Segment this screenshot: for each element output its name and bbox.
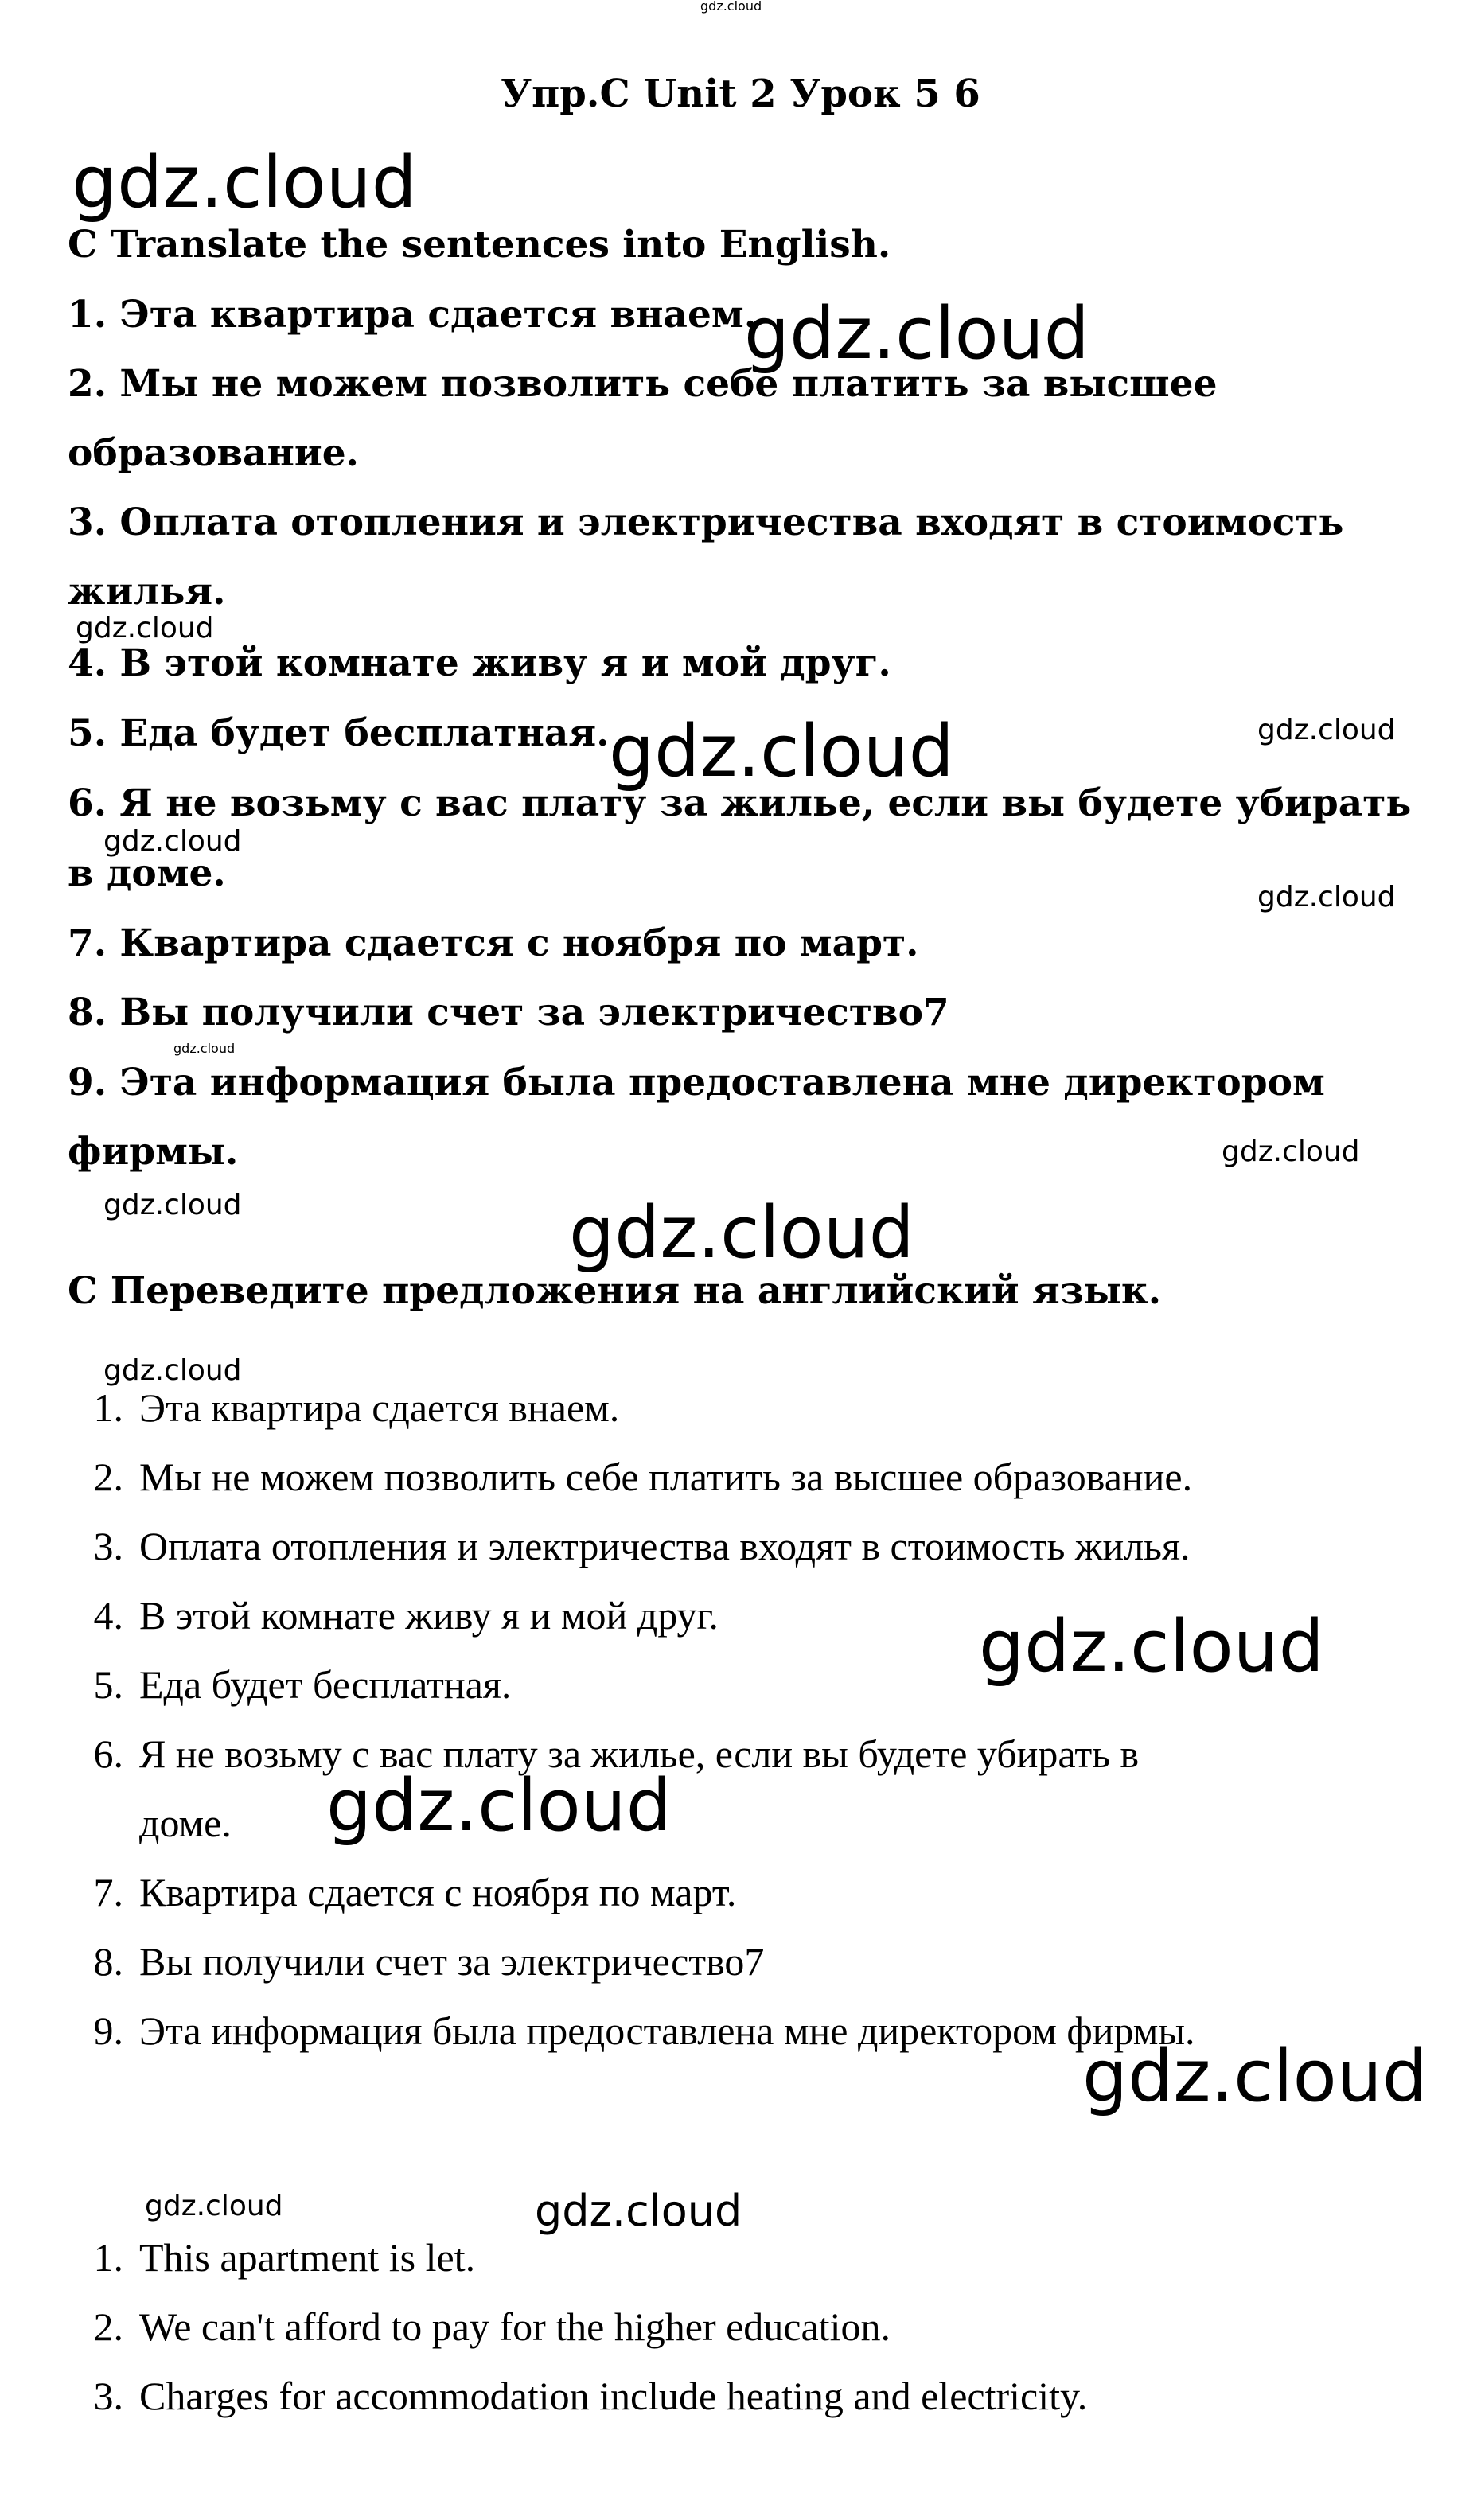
list-text: доме. [139, 1801, 232, 1845]
watermark: gdz.cloud [744, 292, 1089, 376]
exercise-line: фирмы. [68, 1130, 239, 1174]
list-number: 8. [93, 1939, 123, 1984]
watermark: gdz.cloud [569, 1191, 914, 1275]
list-text: Еда будет бесплатная. [139, 1662, 512, 1707]
list-text: We can't afford to pay for the higher education. [139, 2304, 891, 2349]
list-number: 5. [93, 1662, 123, 1707]
list-number: 6. [93, 1731, 123, 1776]
exercise-line: жилья. [68, 570, 226, 613]
watermark: gdz.cloud [103, 1189, 242, 1221]
exercise-line: 3. Оплата отопления и электричества входят в стоимость [68, 500, 1344, 544]
list-number: 4. [93, 1593, 123, 1638]
watermark: gdz.cloud [103, 825, 242, 858]
watermark: gdz.cloud [1257, 714, 1396, 746]
list-text: Я не возьму с вас плату за жилье, если вы будете убирать в [139, 1731, 1140, 1776]
exercise-line: 4. В этой комнате живу я и мой друг. [68, 641, 891, 685]
watermark: gdz.cloud [1082, 2035, 1428, 2118]
list-number: 1. [93, 1385, 123, 1430]
watermark: gdz.cloud [173, 1041, 236, 1056]
exercise-line: 2. Мы не можем позволить себе платить за высшее [68, 362, 1218, 406]
watermark: gdz.cloud [609, 710, 954, 793]
list-text: Оплата отопления и электричества входят в стоимость жилья. [139, 1524, 1191, 1568]
list-text: Charges for accommodation include heating and electricity. [139, 2374, 1088, 2418]
exercise-line: 6. Я не возьму с вас плату за жилье, если вы будете убирать [68, 781, 1412, 825]
exercise-line: 9. Эта информация была предоставлена мне директором [68, 1061, 1325, 1104]
list-text: Мы не можем позволить себе платить за высшее образование. [139, 1455, 1193, 1499]
list-text: Квартира сдается с ноября по март. [139, 1870, 737, 1914]
watermark: gdz.cloud [700, 0, 762, 14]
list-number: 1. [93, 2235, 123, 2280]
exercise-line: 1. Эта квартира сдается внаем. [68, 293, 758, 337]
watermark: gdz.cloud [103, 1354, 242, 1387]
exercise-line: 7. Квартира сдается с ноября по март. [68, 921, 919, 965]
list-text: В этой комнате живу я и мой друг. [139, 1593, 719, 1638]
watermark: gdz.cloud [535, 2186, 742, 2236]
exercise-line: в доме. [68, 851, 226, 895]
watermark: gdz.cloud [326, 1764, 672, 1848]
page-title: Упр.C Unit 2 Урок 5 6 [501, 72, 980, 116]
watermark: gdz.cloud [1222, 1135, 1360, 1168]
section-heading-ru: C Переведите предложения на английский язык. [68, 1269, 1162, 1313]
exercise-line: 5. Еда будет бесплатная. [68, 711, 610, 755]
watermark: gdz.cloud [145, 2190, 283, 2222]
list-number: 3. [93, 2374, 123, 2418]
list-number: 2. [93, 2304, 123, 2349]
watermark: gdz.cloud [76, 612, 214, 645]
exercise-line: образование. [68, 431, 359, 475]
list-number: 7. [93, 1870, 123, 1914]
watermark: gdz.cloud [979, 1605, 1324, 1688]
list-text: Эта квартира сдается внаем. [139, 1385, 620, 1430]
list-text: Эта информация была предоставлена мне директором фирмы. [139, 2008, 1195, 2053]
list-text: This apartment is let. [139, 2235, 476, 2280]
exercise-line: 8. Вы получили счет за электричество7 [68, 991, 949, 1034]
watermark: gdz.cloud [72, 141, 417, 224]
watermark: gdz.cloud [1257, 881, 1396, 913]
list-number: 3. [93, 1524, 123, 1568]
section-heading-en: C Translate the sentences into English. [68, 223, 891, 267]
list-number: 2. [93, 1455, 123, 1499]
list-text: Вы получили счет за электричество7 [139, 1939, 765, 1984]
list-number: 9. [93, 2008, 123, 2053]
